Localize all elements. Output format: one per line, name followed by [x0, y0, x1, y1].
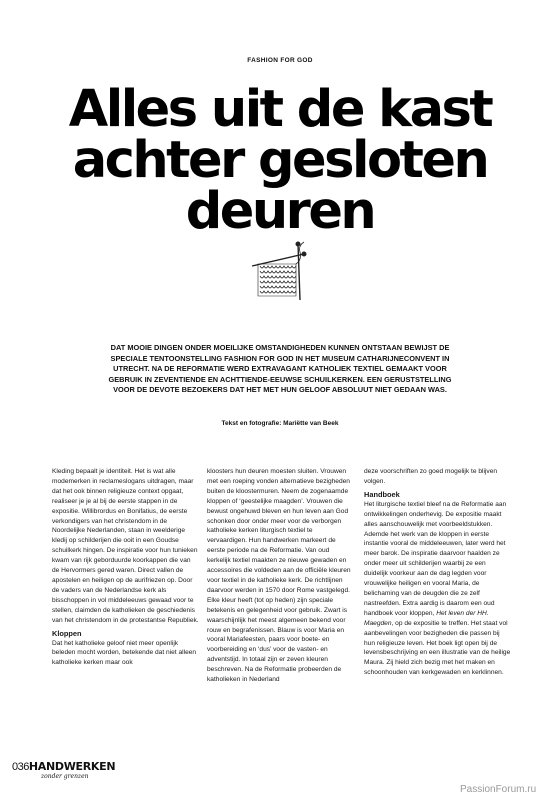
headline-line-2: achter gesloten [72, 131, 488, 190]
headline-line-1: Alles uit de kast [68, 80, 492, 139]
byline: Tekst en fotografie: Mariëtte van Beek [221, 420, 339, 427]
page-number: 036 [12, 761, 29, 773]
paragraph: deze voorschriften zo goed mogelijk te blijven volgen. [364, 468, 498, 485]
subheading-handboek: Handboek [364, 489, 400, 499]
magazine-name: HANDWERKEN [28, 760, 116, 773]
paragraph: Dat het katholieke geloof niet meer openlijk beleden mocht worden, betekende dat niet alleen katholieke kerken maar ook [52, 639, 197, 667]
magazine-tagline: zonder grenzen [41, 773, 89, 780]
book-title: Het leven der HH. Maegden [364, 609, 489, 627]
subheading-kloppen: Kloppen [52, 628, 82, 638]
knitting-needles-swatch-icon [238, 236, 318, 316]
paragraph: Kleding bepaalt je identiteit. Het is wat alle modemerken in reclameslogans uitdragen, maar dat het ook binnen religieuze context opgaat, realiseer je je al bij de eerste stappen in de expositie. Willibrordus en Bonifatius, de eerste verkondigers van het christendom in de Noordelijke Nederlanden, staan in weelderige kledij op schilderijen die ooit in een Goudse schuilkerk hingen. De inspiratie voor hun tunieken kwam van rijk geborduurde koorkappen die van de Hervormers gered waren. Direct vallen de apostelen en heiligen op de aurifriezen op. Door de vaders van de Nederlandse kerk als bisschoppen in vol middeleeuws gewaad voor te stellen, claimden de katholieken de geschiedenis van het christendom in de protestantse Republiek. [52, 468, 199, 624]
section-kicker: FASHION FOR GOD [247, 57, 313, 64]
page-footer [12, 760, 115, 773]
watermark: PassionForum.ru [460, 784, 537, 795]
article-lead: DAT MOOIE DINGEN ONDER MOEILIJKE OMSTANDIGHEDEN KUNNEN ONTSTAAN BEWIJST DE SPECIALE TENTOONSTELLING FASHION FOR GOD IN HET MUSEUM CATHARIJNECONVENT IN UTRECHT. NA DE REFORMATIE WERD EXTRAVAGANT KATHOLIEK TEXTIEL GEMAAKT VOOR GEBRUIK IN ZEVENTIENDE EN ACHTTIENDE-EEUWSE SCHUILKERKEN. EEN GERUSTSTELLING VOOR DE DEVOTE BEZOEKERS DAT HET MET HUN GELOOF ABSOLUUT NIET GEDAAN WAS. [108, 343, 452, 395]
paragraph-text: Het liturgische textiel bleef na de Reformatie aan ontwikkelingen onderhevig. De expositie maakt alles aanschouwelijk met voorbeeldstukken. Ademde het werk van de kloppen in eerste instantie vooral de middeleeuwen, later werd het meer barok. De inspiratie daarvoor haalden ze onder meer uit schilderijen waarbij ze een duidelijk voorkeur aan de dag legden voor vrouwelijke heiligen en vooral Maria, de belichaming van de deugden die ze zelf nastreefden. Extra aardig is daarom een oud handboek voor kloppen, [364, 500, 507, 617]
text-column-1 [52, 467, 199, 668]
headline-line-3: deuren [185, 182, 375, 241]
paragraph [364, 500, 511, 678]
text-column-2 [207, 467, 354, 685]
text-column-3 [364, 467, 511, 678]
paragraph-text: , op de expositie te treffen. Het staat vol aanbevelingen voor bezigheden die passen bij hun religieuze leven. Het boek ligt open bij de levensbeschrijving en een illustratie van de heilige Maura. Zij hield zich bezig met het maken en schoonhouden van kerkgewaden en kerklinnen. [364, 619, 511, 677]
paragraph: kloosters hun deuren moesten sluiten. Vrouwen met een roeping vonden alternatieve bezigheden buiten de kloostermuren. Neem de zogenaamde kloppen of ‘geestelijke maagden’. Vrouwen die bewust ongehuwd bleven en hun leven aan God schonken door onder meer voor de verborgen katholieke kerken liturgisch textiel te vervaardigen. Hun handwerken markeert de eerste periode na de Reformatie. Van oud kerkelijk textiel maakten ze nieuwe gewaden en accessoires die voldeden aan de officiële kleuren voor textiel in de katholieke kerk. De richtlijnen daarvoor werden in 1570 door Rome vastgelegd. Elke kleur heeft (tot op heden) zijn speciale betekenis en gelegenheid voor gebruik. Zwart is waarschijnlijk het meest algemeen bekend voor rouw en begrafenissen. Blauw is voor Maria en vooral Mariafeesten, paars voor boete- en voorbereiding en ‘dus’ voor de vasten- en adventstijd. In totaal zijn er zeven kleuren beschreven. Na de Reformatie probeerden de katholieken in Nederland [207, 468, 351, 684]
article-headline [0, 80, 560, 241]
